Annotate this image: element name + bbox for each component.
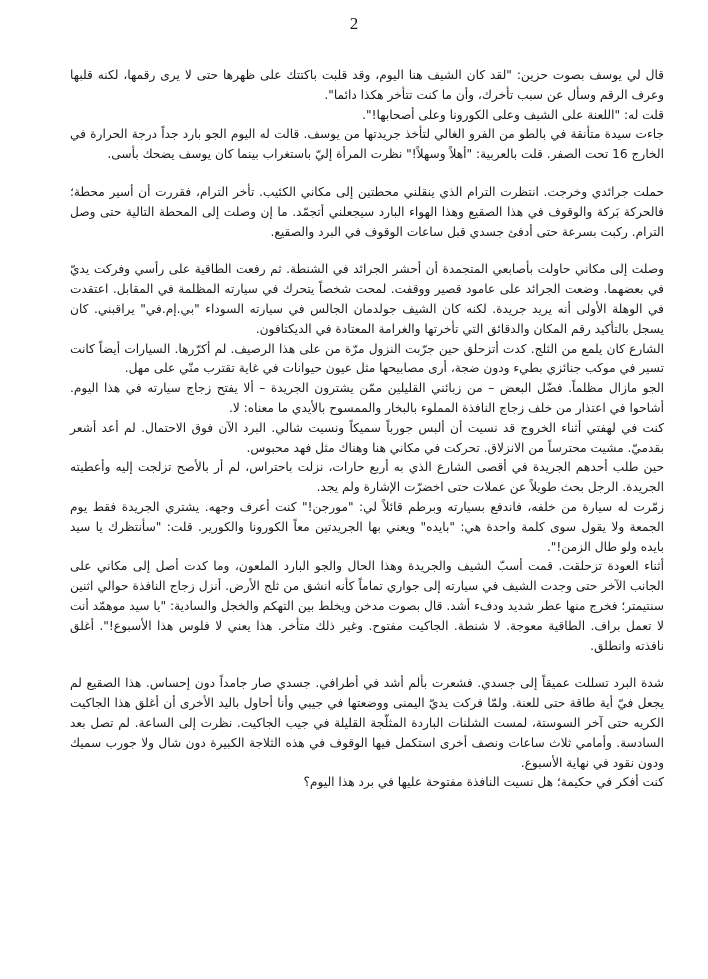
text-line: الجو مازال مظلماً. فضّل البعض – من زبائني القليلين ممّن يشترون الجريدة – ألا يفتح زجاج سيارته في هذا اليوم. أشاحوا في اعتذار من خلف زجاج النافذة المملوء بالبخار والممسوح بالأيدي ما معناه: لا. bbox=[70, 381, 664, 415]
text-line: جاءت سيدة متأنقة في بالطو من الفرو الغالي لتأخذ جريدتها من يوسف. قالت له اليوم الجو بارد جداً درجة الحرارة في الخارج 16 تحت الصفر. قلت بالعربية: "أهلاً وسهلاً!" نظرت المرأة إليّ باستغراب بينما كان يوسف يضحك بأسى. bbox=[70, 127, 664, 162]
paragraph bbox=[70, 66, 664, 165]
text-line: قلت له: "اللعنة على الشيف وعلى الكورونا وعلى أصحابها!". bbox=[362, 107, 664, 122]
document-body bbox=[70, 66, 664, 811]
text-line: حملت جرائدي وخرجت. انتظرت الترام الذي ينقلني محطتين إلى مكاني الكئيب. تأخر الترام، فقررت أن أسير محطة؛ فالحركة بَركة والوقوف في هذا الصقيع وهذا الهواء البارد سيجعلني أتجمّد. ما إن وصلت إلى المحطة التالية حتى وصل الترام. ركبت بسرعة حتى أدفئ جسدي قبل ساعات الوقوف في البرد والصقيع. bbox=[70, 184, 664, 239]
paragraph bbox=[70, 260, 664, 656]
text-line: زمّرت له سيارة من خلفه، فاندفع بسيارته وبرطم قائلاً لي: "مورجن!" كنت أعرف وجهه. يشتري الجريدة فقط يوم الجمعة ولا يقول سوى كلمة واحدة هي: "بايده" ويعني بها الجريدتين معاً الكورونا والكورير. قلت: "سأنتظرك يا سيد بايده ولو طال الزمن!". bbox=[70, 499, 664, 554]
text-line: كنت في لهفتي أثناء الخروج قد نسيت أن ألبس جورباً سميكاً ونسيت شالي. البرد الآن فوق الاحتمال. لم أعد أشعر بقدميّ. مشيت محترساً من الانزلاق. تحركت في مكاني هنا وهناك مثل فهد محبوس. bbox=[70, 420, 664, 455]
text-line: وصلت إلى مكاني حاولت بأصابعي المتجمدة أن أحشر الجرائد في الشنطة. ثم رفعت الطاقية على رأسي وفركت يديّ في بعضهما. وضعت الجرائد على عامود قصير ووقفت. لمحت شخصاً يتحرك في سيارته المظلمة في المقابل. اعتقدت في الوهلة الأولى أنه يريد جريدة. لكنه كان الشيف جولدمان الجالس في سيارته السوداء "بي.إم.في" يراقبني. كان يسجل بالتأكيد رقم المكان والدقائق التي تأخرتها والغرامة المعتادة في الديكتافون. bbox=[70, 262, 664, 336]
text-line: الشارع كان يلمع من الثلج. كدت أتزحلق حين جرّبت النزول مرّة من على هذا الرصيف. لم أكرّرها. السيارات أيضاً كانت تسير في موكب جنائزي بطيء ودون ضجة، أرى مصابيحها مثل عيون حيوانات في غاية تقترب منّي على مهل. bbox=[70, 341, 664, 376]
page-number: 2 bbox=[349, 14, 359, 33]
text-line: كنت أفكر في حكيمة؛ هل نسيت النافذة مفتوحة عليها في برد هذا اليوم؟ bbox=[303, 775, 664, 790]
paragraph bbox=[70, 674, 664, 793]
text-line: حين طلب أحدهم الجريدة في أقصى الشارع الذي به أربع حارات، نزلت باحتراس، لم أر بالأصح تزلجت إليه وأعطيته الجريدة. الرجل بحث طويلاً عن عملات حتى اخضرّت الإشارة ولم يجد. bbox=[70, 460, 664, 495]
text-line: شدة البرد تسللت عميقاً إلى جسدي. فشعرت بألم أشد في أطرافي. جسدي صار جامداً دون إحساس. هذا الصقيع لم يجعل فيّ أية طاقة حتى للعنة. ولمّا فركت يديّ اليمنى ووضعتها في جيبي وأنا أحاول باليد الأخرى أن أغلق هذا الجاكيت الكريه حتى آخر السوستة، لمست الشلنات الباردة المثلّجة القليلة في جيب الجاكيت. نظرت إلى الساعة. لم تصل بعد السادسة. وأمامي ثلاث ساعات ونصف أخرى استكمل فيها الوقوف في هذه الثلاجة الكبيرة دون شال ولا جورب سميك ودون نقود في نهاية الأسبوع. bbox=[70, 676, 664, 770]
text-line: أثناء العودة تزحلقت. قمت أسبّ الشيف والجريدة وهذا الحال والجو البارد الملعون، وما كدت أصل إلى مكاني على الجانب الآخر حتى وجدت الشيف في سيارته إلى جواري تماماً كأنه انشق من ثلج الأرض. أنزل زجاج النافذة حوالي اثنين سنتيمتر؛ فخرج منها عطر شديد ودفء أشد. قال بصوت مدخن ويخلط بين التهكم والخجل والسادية: "يا سيد موهمّد أنت لا تعمل براف. الطاقية معوجة. لا شنطة. الجاكيت مفتوح. وغير ذلك متأخر. هذا يعني لا فلوس هذا الأسبوع!". أغلق نافذته وانطلق. bbox=[70, 559, 664, 653]
text-line: قال لي يوسف بصوت حزين: "لقد كان الشيف هنا اليوم، وقد قلبت باكتتك على ظهرها حتى لا يرى رقمها، لكنه قلبها وعرف الرقم وسأل عن سبب تأخرك، وأن ما كنت تتأخر هكذا دائما". bbox=[70, 68, 664, 102]
paragraph bbox=[70, 183, 664, 242]
